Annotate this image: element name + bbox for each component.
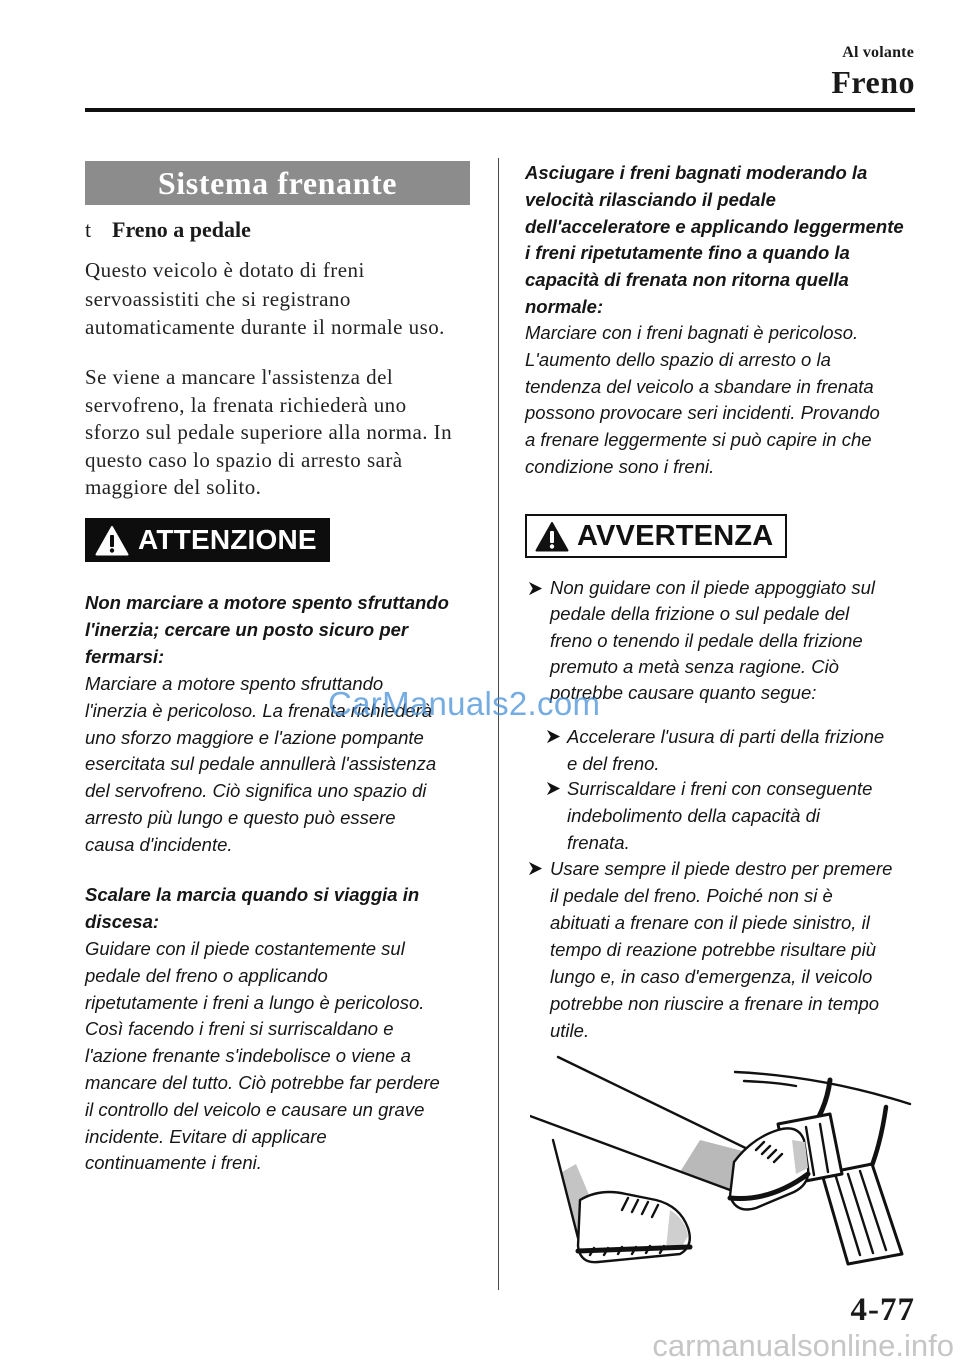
text-line: L'aumento dello spazio di arresto o la [525, 348, 831, 370]
pedals-illustration [530, 1050, 915, 1272]
caution-title-coasting [85, 590, 449, 670]
caution-label-box [85, 518, 330, 562]
caution-body-downhill [85, 936, 440, 1177]
text-line: incidente. Evitare di applicare [85, 1125, 327, 1147]
text-line: del servofreno. Ciò significa uno spazio di [85, 780, 427, 802]
text-line: Surriscaldare i freni con conseguente [567, 778, 873, 799]
text-line: sforzo sul pedale superiore alla norma. In [85, 420, 453, 444]
header-rule [85, 108, 915, 112]
watermark-carmanuals2: CarManuals2.com [328, 685, 601, 722]
caution-title-downhill [85, 882, 419, 936]
text-line: normale: [525, 295, 604, 317]
servo-failure-paragraph [85, 364, 452, 502]
page-heading: Freno [831, 64, 915, 100]
text-line: frenata. [567, 832, 630, 853]
arrow-bullet-icon [528, 581, 543, 596]
text-line: pedale della frizione o sul pedale del [550, 603, 850, 625]
subheading [85, 216, 251, 244]
text-line: ripetutamente i freni a lungo è pericoloso. [85, 991, 425, 1013]
text-line: lungo e, in caso d'emergenza, il veicolo [550, 966, 873, 987]
text-line: e del freno. [567, 753, 660, 774]
text-line: discesa: [85, 910, 160, 932]
text-line: Guidare con il piede costantemente sul [85, 938, 405, 959]
text-line: dell'acceleratore e applicando leggermente [525, 215, 904, 237]
text-line: abituati a frenare con il piede sinistro, il [550, 912, 870, 933]
right-shoe [730, 1128, 808, 1209]
subheading-bullet: t [85, 217, 92, 242]
intro-paragraph [85, 256, 445, 342]
text-line: premuto a metà senza ragione. Ciò [550, 655, 839, 677]
text-line: pedale del freno o applicando [85, 964, 328, 986]
text-line: tendenza del veicolo a sbandare in frenata [525, 375, 874, 397]
text-line: il pedale del freno. Poiché non si è [550, 885, 833, 906]
arrow-bullet-icon [546, 781, 561, 796]
text-line: questo caso lo spazio di arresto sarà [85, 447, 403, 472]
text-line: automaticamente durante il normale uso. [85, 315, 445, 339]
warning-triangle-icon [535, 521, 569, 552]
text-line: continuamente i freni. [85, 1152, 262, 1174]
arrow-bullet-icon [528, 861, 543, 876]
text-line: tempo di reazione potrebbe risultare più [550, 939, 876, 960]
text-line: i freni ripetutamente fino a quando la [525, 242, 850, 264]
text-line: Questo veicolo è dotato di freni [85, 258, 365, 282]
warning-triangle-icon [95, 525, 129, 556]
caution-title-wet-brakes [525, 160, 904, 321]
text-line: Se viene a mancare l'assistenza del [85, 365, 394, 389]
warning-bullet-right-foot [525, 855, 892, 1044]
text-line: Scalare la marcia quando si viaggia in [85, 884, 420, 905]
text-line: servoassistiti che si registrano [85, 286, 351, 311]
firewall-outline [735, 1072, 910, 1104]
text-line: uno sforzo maggiore e l'azione pompante [85, 726, 424, 748]
text-line: causa d'incidente. [85, 833, 233, 855]
text-line: condizione sono i freni. [525, 455, 715, 477]
text-line: il controllo del veicolo e causare un grave [85, 1098, 425, 1120]
text-line: freno o tenendo il pedale della frizione [550, 629, 863, 651]
page-number: 4-77 [850, 1292, 915, 1328]
text-line: Così facendo i freni si surriscaldano e [85, 1018, 394, 1040]
text-line: a frenare leggermente si può capire in che [525, 429, 872, 451]
text-line: arresto più lungo e questo può essere [85, 806, 396, 828]
section-label: Al volante [842, 44, 914, 61]
text-line: fermarsi: [85, 645, 165, 667]
text-line: servofreno, la frenata richiederà uno [85, 392, 407, 417]
text-line: Marciare con i freni bagnati è pericoloso. [525, 322, 859, 343]
warning-subbullet-wear [543, 723, 884, 777]
text-line: Accelerare l'usura di parti della frizione [567, 726, 885, 747]
text-line: Asciugare i freni bagnati moderando la [525, 162, 868, 183]
text-line: esercitata sul pedale annullerà l'assistenza [85, 753, 437, 775]
text-line: l'azione frenante s'indebolisce o viene a [85, 1045, 411, 1067]
text-line: maggiore del solito. [85, 475, 262, 499]
text-line: indebolimento della capacità di [567, 805, 821, 826]
text-line: Usare sempre il piede destro per premere [550, 858, 893, 879]
text-line: possono provocare seri incidenti. Provando [525, 402, 880, 424]
subheading-text: Freno a pedale [112, 217, 251, 242]
text-line: l'inerzia; cercare un posto sicuro per [85, 618, 409, 640]
warning-label-box [525, 514, 787, 558]
section-banner [85, 161, 470, 205]
text-line: mancare del tutto. Ciò potrebbe far perdere [85, 1071, 440, 1093]
text-line: utile. [550, 1020, 590, 1041]
text-line: potrebbe causare quanto segue: [550, 682, 817, 704]
warning-label: AVVERTENZA [577, 519, 774, 552]
text-line: Marciare a motore spento sfruttando [85, 673, 384, 694]
text-line: velocità rilasciando il pedale [525, 188, 776, 210]
watermark-carmanualsonline: carmanualsonline.info [652, 1328, 954, 1362]
arrow-bullet-icon [546, 729, 561, 744]
text-line: capacità di frenata non ritorna quella [525, 269, 849, 291]
text-line: Non marciare a motore spento sfruttando [85, 592, 449, 613]
section-banner-title: Sistema frenante [157, 165, 398, 201]
text-line: l'inerzia è pericoloso. La frenata richiederà [85, 699, 433, 721]
caution-body-wet-brakes [525, 320, 880, 481]
warning-subbullet-overheat [543, 775, 872, 856]
text-line: Non guidare con il piede appoggiato sul [550, 577, 876, 598]
caution-label: ATTENZIONE [138, 524, 317, 555]
column-divider [498, 158, 499, 1290]
left-shoe [578, 1192, 690, 1262]
text-line: potrebbe non riuscire a frenare in tempo [550, 993, 880, 1014]
